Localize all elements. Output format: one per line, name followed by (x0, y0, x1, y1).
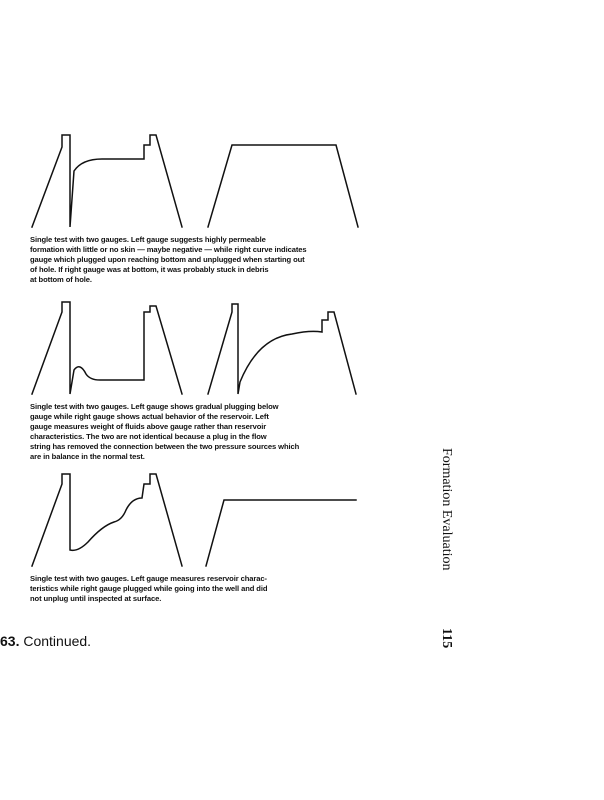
caption-1: Single test with two gauges. Left gauge suggests highly permeable formation with little or no skin — maybe negative — while right curve indicates gauge which plugged upon reaching bottom and unplugged when starting out of hole. If right gauge was at bottom, it was probably stuck in debris at bottom of hole. (30, 235, 307, 285)
right-gauge-curve-2 (208, 304, 356, 394)
pressure-charts-pair-1 (26, 131, 366, 231)
running-header-title: Formation Evaluation (439, 448, 454, 571)
left-gauge-curve-2 (32, 302, 182, 394)
right-gauge-curve-1 (208, 145, 358, 227)
left-gauge-curve-3 (32, 474, 182, 566)
caption-2: Single test with two gauges. Left gauge shows gradual plugging below gauge while right gauge shows actual behavior of the reservoir. Left gauge measures weight of fluids above gauge rather than reservoir characteristics. The two are not identical because a plug in the flow string has removed the connection between the two pressure sources which are in balance in the normal test. (30, 402, 300, 462)
caption-3: Single test with two gauges. Left gauge measures reservoir charac- teristics while right gauge plugged while going into the well and did not unplug until inspected at surface. (30, 574, 268, 604)
pressure-charts-pair-2 (26, 298, 366, 398)
figure-panel-2 (26, 298, 366, 463)
right-gauge-curve-3 (206, 500, 356, 566)
figure-panel-1 (26, 131, 366, 285)
figure-label (0, 633, 91, 649)
page-number: 115 (439, 628, 454, 649)
figure-panel-3 (26, 470, 366, 604)
pressure-charts-pair-3 (26, 470, 366, 570)
figure-label-text: Continued. (19, 633, 92, 649)
figure-number: 63. (0, 633, 20, 649)
left-gauge-curve-1 (32, 135, 182, 227)
